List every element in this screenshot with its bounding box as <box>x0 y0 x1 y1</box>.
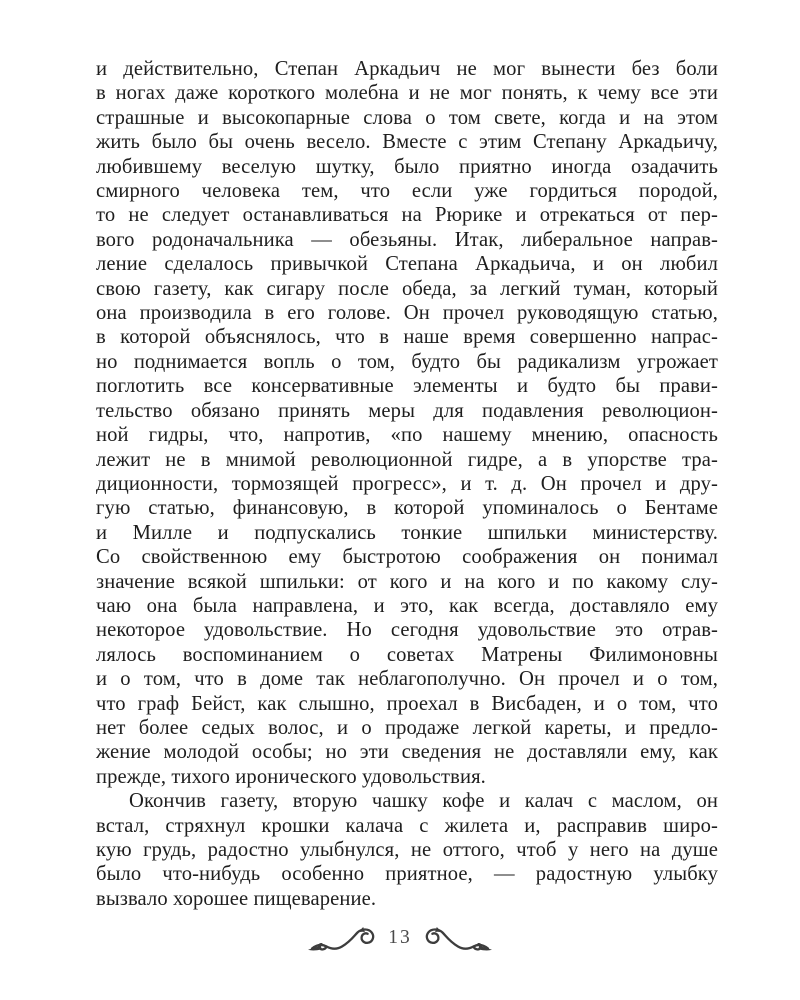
text-line: лежит не в мнимой революционной гидре, а в упорстве тра- <box>96 448 718 471</box>
page-footer <box>0 926 800 954</box>
text-line: встал, стряхнул крошки калача с жилета и, расправив широ- <box>96 814 718 837</box>
left-flourish-icon <box>305 926 379 954</box>
text-line: Со свойственною ему быстротою соображения он понимал <box>96 546 718 569</box>
text-line: лялось воспоминанием о советах Матрены Филимоновны <box>96 643 718 666</box>
text-block <box>96 57 718 911</box>
text-line: вого родоначальника — обезьяны. Итак, либеральное направ- <box>96 228 718 251</box>
text-line: тельство обязано принять меры для подавления революцион- <box>96 399 718 422</box>
text-line: вызвало хорошее пищеварение. <box>96 887 377 910</box>
right-flourish-icon <box>421 926 495 954</box>
text-line: смирного человека тем, что если уже гордиться породой, <box>96 180 718 203</box>
text-line: значение всякой шпильки: от кого и на кого и по какому слу- <box>96 570 718 593</box>
text-line: она производила в его голове. Он прочел руководящую статью, <box>96 302 718 325</box>
page-number: 13 <box>388 927 412 949</box>
text-line: то не следует останавливаться на Рюрике и отрекаться от пер- <box>96 204 718 227</box>
text-line: гую статью, финансовую, в которой упоминалось о Бентаме <box>96 497 718 520</box>
text-line: и о том, что в доме так неблагополучно. Он прочел и о том, <box>96 668 718 691</box>
text-line: в которой объяснялось, что в наше время совершенно напрас- <box>96 326 718 349</box>
text-line: прежде, тихого иронического удовольствия. <box>96 765 486 788</box>
text-line: страшные и высокопарные слова о том свете, когда и на этом <box>96 106 718 129</box>
text-line: и Милле и подпускались тонкие шпильки министерству. <box>96 521 718 544</box>
text-line: некоторое удовольствие. Но сегодня удовольствие это отрав- <box>96 619 718 642</box>
text-line: в ногах даже короткого молебна и не мог понять, к чему все эти <box>96 82 718 105</box>
text-line: поглотить все консервативные элементы и будто бы прави- <box>96 375 718 398</box>
text-line: диционности, тормозящей прогресс», и т. д. Он прочел и дру- <box>96 472 718 495</box>
text-line: ление сделалось привычкой Степана Аркадьича, и он любил <box>96 253 718 276</box>
text-line: но поднимается вопль о том, будто бы радикализм угрожает <box>96 350 718 373</box>
text-line: любившему веселую шутку, было приятно иногда озадачить <box>96 155 718 178</box>
text-line: и действительно, Степан Аркадьич не мог вынести без боли <box>96 58 718 80</box>
text-line: свою газету, как сигару после обеда, за легкий туман, который <box>96 277 718 300</box>
text-line: Окончив газету, вторую чашку кофе и калач с маслом, он <box>129 790 718 813</box>
text-line: ной гидры, что, напротив, «по нашему мнению, опасность <box>96 424 718 447</box>
text-line: жить было бы очень весело. Вместе с этим Степану Аркадьичу, <box>96 131 718 154</box>
text-line: нет более седых волос, и о продаже легкой кареты, и предло- <box>96 716 718 739</box>
text-line: было что-нибудь особенно приятное, — радостную улыбку <box>96 863 718 886</box>
text-line: что граф Бейст, как слышно, проехал в Висбаден, и о том, что <box>96 692 718 715</box>
text-line: чаю она была направлена, и это, как всегда, доставляло ему <box>96 594 718 617</box>
text-line: кую грудь, радостно улыбнулся, не оттого, чтоб у него на душе <box>96 839 718 861</box>
text-line: жение молодой особы; но эти сведения не доставляли ему, как <box>96 741 718 764</box>
